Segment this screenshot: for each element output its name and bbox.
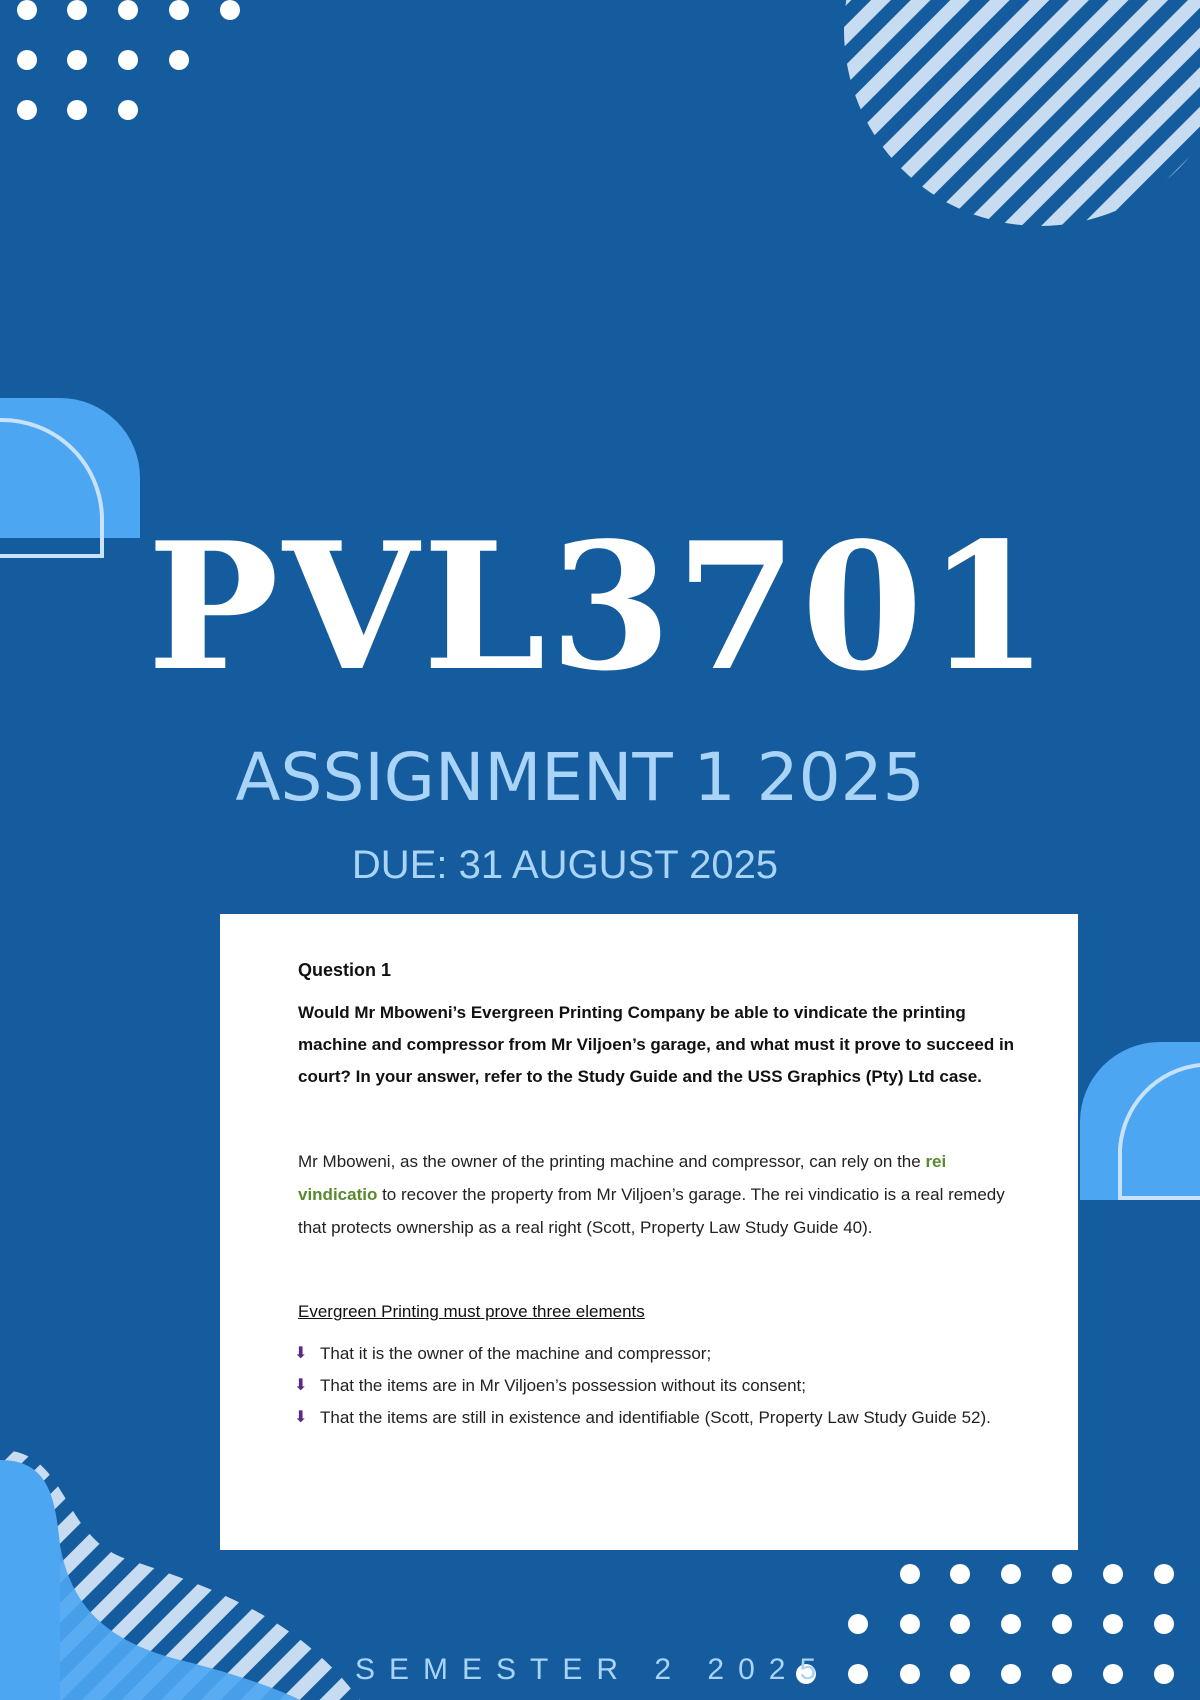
list-item xyxy=(294,1370,1026,1402)
list-item xyxy=(294,1338,1026,1370)
arrow-down-bullet-icon: ⬇ xyxy=(294,1345,308,1362)
answer-text-1: Mr Mboweni, as the owner of the printing machine and compressor, can rely on the xyxy=(298,1152,926,1171)
answer-highlight: rei vindicatio xyxy=(298,1152,947,1204)
arrow-down-bullet-icon: ⬇ xyxy=(294,1377,308,1394)
answer-text-2: to recover the property from Mr Viljoen’s garage. The rei vindicatio is a real remedy that protects ownership as a real right (Scott, Property Law Study Guide 40). xyxy=(298,1185,1005,1237)
module-code: PVL3701 xyxy=(147,505,1053,710)
elements-heading: Evergreen Printing must prove three elements xyxy=(298,1302,645,1321)
list-item-text: That the items are in Mr Viljoen’s possession without its consent; xyxy=(320,1376,806,1395)
elements-list xyxy=(294,1338,1026,1434)
dot-grid-bottom-right xyxy=(796,1564,1174,1684)
arrow-down-bullet-icon: ⬇ xyxy=(294,1409,308,1426)
list-item-text: That the items are still in existence and identifiable (Scott, Property Law Study Guide 52). xyxy=(320,1408,991,1427)
due-date: DUE: 31 AUGUST 2025 xyxy=(351,843,779,887)
list-item-text: That it is the owner of the machine and compressor; xyxy=(320,1344,712,1363)
quarter-circle-right xyxy=(1080,1042,1200,1200)
assignment-title: ASSIGNMENT 1 2025 xyxy=(235,739,925,816)
semester-label: SEMESTER 2 2025 xyxy=(355,1653,831,1686)
question-text: Would Mr Mboweni’s Evergreen Printing Company be able to vindicate the printing machine and compressor from Mr Viljoen’s garage, and what must it prove to succeed in court? In your answer, refer to the Study Guide and the USS Graphics (Pty) Ltd case. xyxy=(298,1003,1015,1086)
question-title: Question 1 xyxy=(298,960,392,980)
question-card xyxy=(220,914,1078,1550)
dot-grid-top-left xyxy=(17,0,240,120)
list-item xyxy=(294,1402,1026,1434)
answer-paragraph xyxy=(298,1145,1026,1244)
striped-circle-top-right xyxy=(844,0,1200,226)
